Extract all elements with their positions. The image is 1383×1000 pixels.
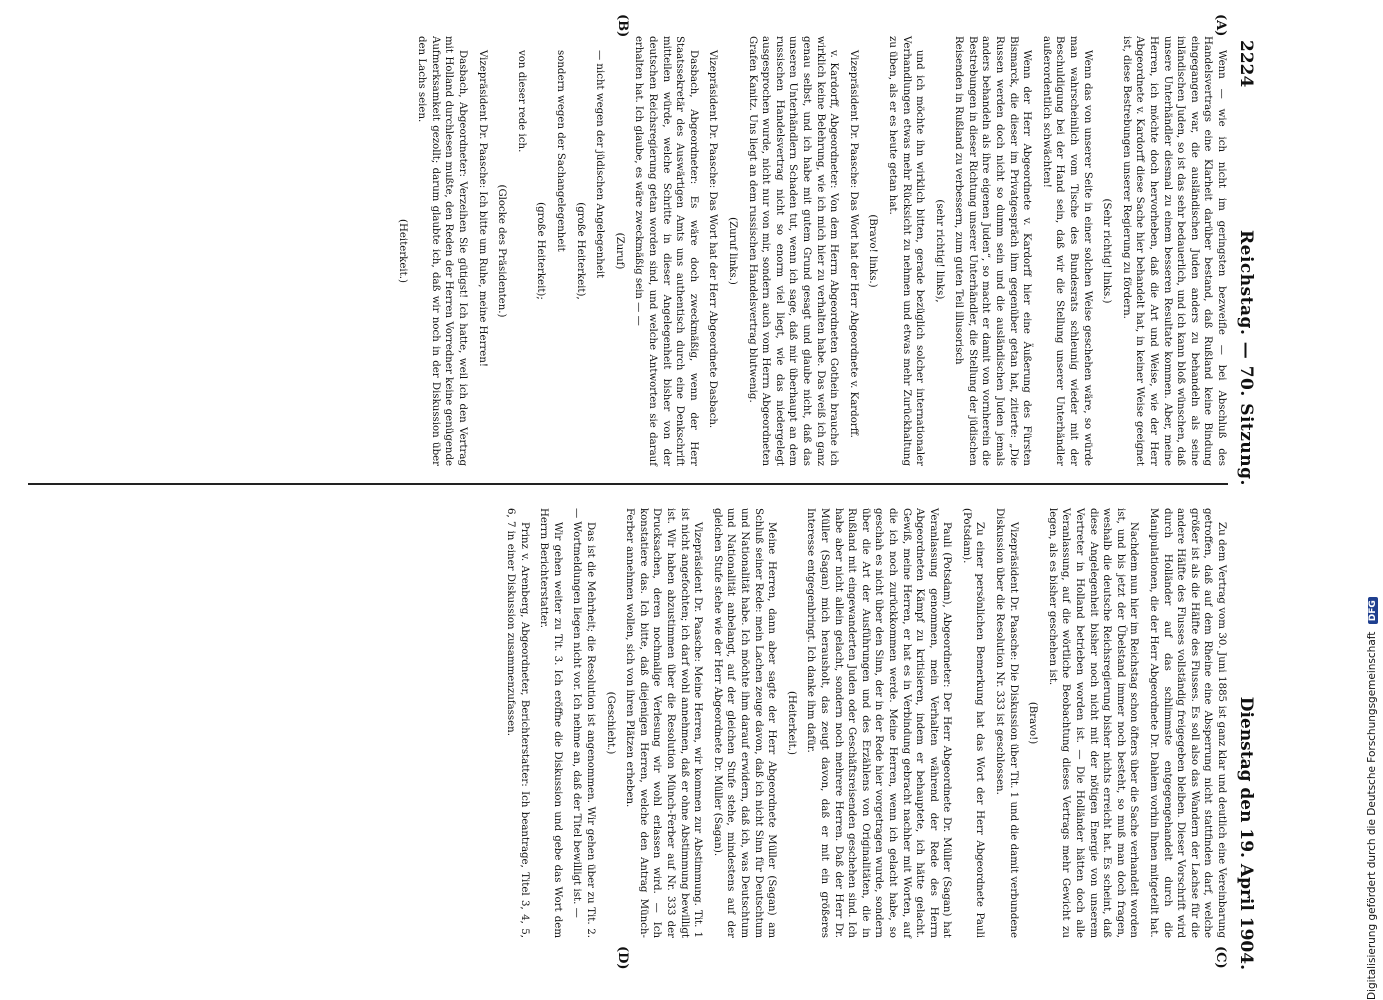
paragraph: Vizepräsident Dr. Paasche: Die Diskussion über Tit. 1 und die damit verbundene Diskussion über die Resolution Nr. 333 ist geschlossen. bbox=[994, 508, 1019, 938]
paragraph: Vizepräsident Dr. Paasche: Meine Herren, wir kommen zur Abstimmung. Tit. 1 ist nicht angefochten; ich darf wohl annehmen, daß er ohne Abstimmung bewilligt ist. Wir haben abzustimmen über die Resolution Münch-Ferber auf Nr. 333 der Drucksachen, deren nochmalige Verlesung wir wohl erlassen wird. — Ich konstatiere das. Ich bitte, daß diejenigen Herren, welche den Antrag Münch-Ferber annehmen wollen, sich von ihren Plätzen erheben. bbox=[624, 508, 704, 938]
paragraph: Vizepräsident Dr. Paasche: Ich bitte um Ruhe, meine Herren! bbox=[476, 50, 488, 367]
paragraph: Zu einer persönlichen Bemerkung hat das Wort der Herr Abgeordnete Pauli (Potsdam). bbox=[960, 508, 986, 938]
paragraph: Vizepräsident Dr. Paasche: Das Wort hat der Herr Abgeordnete Dasbach. bbox=[707, 50, 719, 429]
left-text-column bbox=[389, 36, 1228, 466]
paragraph: Wir gehen weiter zu Tit. 3. Ich eröffne die Diskussion und gebe das Wort dem Herrn Berichterstatter. bbox=[538, 508, 563, 938]
stage-direction: (Sehr richtig! links.) bbox=[1101, 198, 1113, 304]
stage-direction: (sehr richtig! links), bbox=[933, 199, 945, 303]
paragraph: v. Kardorff, Abgeordneter: Von dem Herrn Abgeordneten Gothein brauche ich wirklich keine Belehrung, wie ich mich hier zu verhalten habe. Das weiß ich ganz genau selbst, und ich habe mit gutem Grund gesagt und glaube nicht, daß das unseren Unterhändlern Schaden tut, wenn ich sage, daß mir überhaupt an dem russischen Handelsvertrag nicht so enorm viel liegt, wie das niedergelegt ausgesprochen wurde, nicht nur von mir, sondern auch vom Herrn Abgeordneten Grafen Kanitz. Uns liegt an dem russischen Handelsvertrag blutwenig. bbox=[746, 36, 840, 466]
stage-direction: (Heiterkeit.) bbox=[396, 219, 408, 283]
dfg-logo: DFG bbox=[1368, 597, 1378, 624]
page-number: 2224 bbox=[1236, 40, 1256, 88]
paragraph: Dasbach, Abgeordneter: Verzeihen Sie gütigst! Ich hatte, weil ich den Vertrag mit Holland durchlesen mußte, den Reden der Herren Vorredner keine genügende Aufmerksamkeit gezollt; darum glaubte ich, daß wir noch in der Diskussion über den Lachs seien. bbox=[416, 36, 469, 466]
credit-text: Digitalisierung gefördert durch die Deutsche Forschungsgemeinschaft bbox=[1366, 631, 1378, 1000]
column-divider bbox=[28, 483, 1228, 485]
stage-direction: (Geschieht.) bbox=[604, 691, 616, 755]
paragraph: von dieser rede ich. bbox=[515, 50, 527, 153]
stage-direction: (Zuruf) bbox=[613, 232, 625, 270]
stage-direction: (große Heiterkeit); bbox=[535, 202, 547, 300]
stage-direction: (große Heiterkeit), bbox=[574, 202, 586, 300]
stage-direction: (Zuruf links.) bbox=[727, 217, 738, 285]
paragraph: Vizepräsident Dr. Paasche: Das Wort hat der Herr Abgeordnete v. Kardorff. bbox=[847, 50, 859, 438]
session-date: Dienstag den 19. April 1904. bbox=[1236, 696, 1256, 970]
paragraph: Wenn der Herr Abgeordnete v. Kardorff hier eine Äußerung des Fürsten Bismarck, die dieser im Privatgespräch ihm gegenüber getan hat, zitierte: „Die Russen werden doch nicht so dumm sein und die ausländischen Juden jemals anders behandeln als ihre eigenen Juden“, so macht er damit von vornherein die Bestrebungen in dieser Richtung unserer Unterhändler, die Stellung der jüdischen Reisenden in Rußland zu verbessern, zum guten Teil illusorisch bbox=[953, 36, 1033, 466]
margin-marker-a: (A) bbox=[1213, 14, 1228, 37]
stage-direction: (Glocke des Präsidenten.) bbox=[496, 184, 508, 318]
digitization-credit bbox=[1366, 597, 1378, 1000]
paragraph: Nachdem nun hier im Reichstag schon öfters über die Sache verhandelt worden ist, und bis jetzt der Übelstand immer noch besteht, so muß man doch fragen, weshalb die deutsche Reichsregierung bisher nichts erreicht hat. Es scheint, daß diese Angelegenheit bisher noch nicht mit der nötigen Energie von unserem Vertreter in Holland betrieben worden ist. — Die Holländer hätten doch alle Veranlassung, auf die wörtliche Beobachtung dieses Vertrags mehr Gewicht zu legen, als es bisher geschehen ist. bbox=[1046, 508, 1140, 938]
paragraph: Zu dem Vertrag vom 30. Juni 1885 ist ganz klar und deutlich eine Vereinbarung getroffen, daß auf dem Rheine eine Absperrung nicht stattfinden darf, welche größer ist als die Hälfte des Flusses. Es soll also das Wandern der Lachse für die andere Hälfte des Flusses vollständig freigegeben bleiben. Dieser Vorschrift wird durch Holländer auf das schlimmste entgegengehandelt durch die Manipulationen, die der Herr Abgeordnete Dr. Dahlem vorhin Ihnen mitgeteilt hat. bbox=[1148, 508, 1227, 938]
margin-marker-c: (C) bbox=[1213, 946, 1228, 969]
paragraph: Das ist die Mehrheit; die Resolution ist angenommen. Wir gehen über zu Tit. 2. — Wortmeldungen liegen nicht vor. Ich nehme an, daß der Titel bewilligt ist. — bbox=[571, 508, 597, 938]
page-header bbox=[1234, 40, 1256, 970]
margin-marker-b: (B) bbox=[615, 14, 630, 38]
stage-direction: (Heiterkeit.) bbox=[785, 691, 797, 755]
paragraph: Pauli (Potsdam), Abgeordneter: Der Herr Abgeordnete Dr. Müller (Sagan) hat Veranlassung genommen, mein Verhalten während der Rede des Herrn Abgeordneten Kämpf zu kritisieren, indem er behauptete, ich hätte gelacht. Gewiß, meine Herren, er hat es in Verbindung gebracht nachher mit Worten, auf die ich noch zurückkommen werde. Meine Herren, wenn ich gelacht habe, so geschah es nicht über den Sinn, der in der Rede hier vorgetragen wurde, sondern über die Art der Ausführungen und des Erzählens von Originalitäten, die in Rußland mit eingewanderten Juden oder Geschäftsreisenden geschehen sind. Ich habe aber nicht allein gelacht, sondern noch mehrere Herren. Daß der Herr Dr. Müller (Sagan) mich herausholt, das zeugt davon, daß er mit ein größeres Interesse entgegenbringt. Ich danke ihm dafür. bbox=[805, 508, 953, 938]
paragraph: Prinz v. Arenberg, Abgeordneter, Berichterstatter: Ich beantrage, Titel 3, 4, 5, 6, 7 in einer Diskussion zusammenzufassen. bbox=[505, 508, 530, 938]
session-title: Reichstag. — 70. Sitzung. bbox=[1236, 230, 1256, 486]
paragraph: Wenn das von unserer Seite in einer solchen Weise geschehen wäre, so würde man wahrscheinlich vom Tische des Bundesrats schleunig wieder mit der Beschuldigung bei der Hand sein, daß wir die Stellung unserer Unterhändler außerordentlich schwächten! bbox=[1040, 36, 1093, 466]
paragraph: Wenn — wie ich nicht im geringsten bezweifle — bei Abschluß des Handelsvertrags eine Klarheit darüber bestand, daß Rußland keine Bindung eingegangen war, die ausländischen Juden anders zu behandeln als seine inländischen Juden, so ist das sehr bedauerlich, und ich kann bloß wünschen, daß unsere Unterhändler diesmal zu einem besseren Resultate kommen. Aber, meine Herren, ich möchte doch hervorheben, daß die Art und Weise, wie der Herr Abgeordnete v. Kardorff diese Sache hier behandelt hat, in keiner Weise geeignet ist, diese Bestrebungen unserer Regierung zu fördern. bbox=[1120, 36, 1227, 466]
stage-direction: (Bravo! links.) bbox=[867, 214, 879, 288]
paragraph: Meine Herren, dann aber sagte der Herr Abgeordnete Müller (Sagan) am Schluß seiner Rede: mein Lachen zeuge davon, daß ich nicht Sinn für Deutschtum und Nationalität habe. Ich möchte ihm darauf erwidern, daß ich, was Deutschtum und Nationalität anbelangt, auf der gleichen Stufe stehe, mindestens auf der gleichen Stufe stehe wie der Herr Abgeordnete Dr. Müller (Sagan). bbox=[711, 508, 778, 938]
paragraph: — nicht wegen der jüdischen Angelegenheit bbox=[594, 50, 606, 279]
margin-marker-d: (D) bbox=[615, 946, 630, 970]
stage-direction: (Bravo!) bbox=[1027, 701, 1039, 745]
paragraph: und ich möchte ihn wirklich bitten, gerade bezüglich solcher internationaler Verhandlungen etwas mehr Rücksicht zu nehmen und etwas mehr Zurückhaltung zu üben, als er es heute getan hat. bbox=[886, 36, 926, 466]
right-text-column bbox=[498, 508, 1229, 938]
paragraph: Dasbach, Abgeordneter: Es wäre doch zweckmäßig, wenn der Herr Staatssekretär des Auswärtigen Amts uns authentisch durch eine Denkschrift mitteilen würde, welche Schritte in dieser Angelegenheit bisher von der deutschen Reichsregierung getan worden sind, und welche Antworten sie darauf erhalten hat. Ich glaube, es wäre zweckmäßig sein — — bbox=[633, 36, 699, 466]
paragraph: sondern wegen der Sachangelegenheit bbox=[555, 50, 567, 252]
